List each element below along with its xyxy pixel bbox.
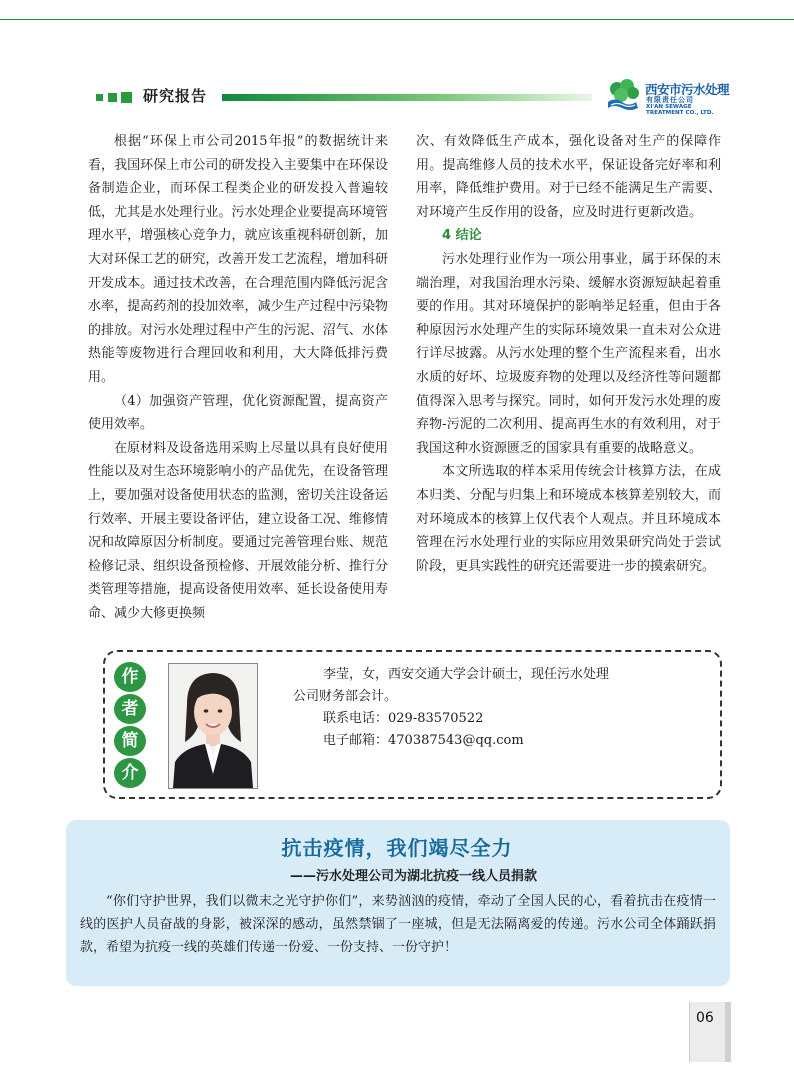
author-label-char-4: 介 [114, 758, 146, 788]
header-square-3 [121, 92, 132, 103]
author-label [114, 662, 148, 786]
author-email: 电子邮箱：470387543@qq.com [323, 733, 524, 748]
author-bio-line-1: 李莹，女，西安交通大学会计硕士，现任污水处理 [323, 667, 610, 682]
author-phone: 联系电话：029-83570522 [323, 711, 484, 726]
page-number: 06 [696, 1010, 714, 1026]
section-title: 研究报告 [143, 87, 208, 105]
header-square-1 [96, 94, 103, 101]
right-paragraph-2: 本文所选取的样本采用传统会计核算方法，在成本归类、分配与归集上和环境成本核算差别较大，而对环境成本的核算上仅代表个人观点。并且环境成本管理在污水处理行业的实际应用效果研究尚处于尝试阶段，更具实践性的研究还需要进一步的摸索研究。 [416, 464, 721, 574]
author-portrait-icon [169, 664, 257, 788]
banner-paragraph: “你们守护世界，我们以微末之光守护你们”，来势汹汹的疫情，牵动了全国人民的心，看着抗击在疫情一线的医护人员奋战的身影，被深深的感动，虽然禁锢了一座城，但是无法隔离爱的传递。污水公司全体踊跃捐款，希望为抗疫一线的英雄们传递一份爱、一份支持、一份守护！ [80, 894, 716, 955]
banner-body [80, 890, 716, 959]
page-number-shadow [725, 1002, 731, 1062]
author-label-char-3: 简 [114, 726, 146, 756]
company-logo [605, 78, 735, 118]
right-paragraph-1: 污水处理行业作为一项公用事业，属于环保的末端治理，对我国治理水污染、缓解水资源短缺起着重要的作用。其对环境保护的影响举足轻重，但由于各种原因污水处理产生的实际环境效果一直未对公众进行详尽披露。从污水处理的整个生产流程来看，出水水质的好坏、垃圾废弃物的处理以及经济性等问题都值得深入思考与探究。同时，如何开发污水处理的废弃物-污泥的二次利用、提高再生水的有效利用，对于我国这种水资源匮乏的国家具有重要的战略意义。 [416, 251, 721, 456]
banner-title: 抗击疫情，我们竭尽全力 [281, 836, 513, 860]
author-info [293, 664, 693, 752]
author-label-char-2: 者 [114, 694, 146, 724]
page-number-tab [689, 1002, 726, 1062]
header-gradient-bar [222, 94, 592, 101]
logo-en-line-1: XI'AN SEWAGE [646, 104, 692, 110]
logo-company: 有限责任公司 [646, 96, 694, 104]
logo-name: 西安市污水处理 [645, 82, 730, 97]
banner-subtitle: ——污水处理公司为湖北抗疫一线人员捐款 [290, 869, 538, 884]
author-photo [168, 663, 258, 789]
left-column [88, 130, 388, 625]
author-bio-line-2: 公司财务部会计。 [293, 689, 398, 704]
author-label-char-1: 作 [114, 662, 146, 692]
left-paragraph-1: 根据“环保上市公司2015年报”的数据统计来看，我国环保上市公司的研发投入主要集中在环保设备制造企业，而环保工程类企业的研发投入普遍较低，尤其是水处理行业。污水处理企业要提高环境管理水平，增强核心竞争力，就应该重视科研创新，加大对环保工艺的研究，改善开发工艺流程，增加科研开发成本。通过技术改善，在合理范围内降低污泥含水率，提高药剂的投加效率，减少生产过程中污染物的排放。对污水处理过程中产生的污泥、沼气、水体热能等废物进行合理回收和利用，大大降低排污费用。 [88, 134, 388, 385]
page-header [0, 0, 794, 120]
header-square-2 [108, 93, 117, 102]
right-paragraph-continued: 次、有效降低生产成本，强化设备对生产的保障作用。提高维修人员的技术水平，保证设备完好率和利用率，降低维护费用。对于已经不能满足生产需要、对环境产生反作用的设备，应及时进行更新改造。 [416, 134, 721, 220]
left-paragraph-2: （4）加强资产管理，优化资源配置，提高资产使用效率。 [88, 393, 388, 433]
logo-english [646, 104, 714, 116]
section-heading-conclusion: 4 结论 [442, 228, 482, 244]
logo-en-line-2: TREATMENT CO., LTD. [646, 110, 714, 116]
left-paragraph-3: 在原材料及设备选用采购上尽量以具有良好使用性能以及对生态环境影响小的产品优先，在设备管理上，要加强对设备使用状态的监测，密切关注设备运行效率、开展主要设备评估，建立设备工况、维修情况和故障原因分析制度。要通过完善管理台账、规范检修记录、组织设备预检修、开展效能分析、推行分类管理等措施，提高设备使用效率、延长设备使用寿命、减少大修更换频 [88, 440, 388, 621]
header-top-rule [0, 19, 794, 20]
right-column [416, 130, 721, 578]
logo-emblem-icon [605, 78, 643, 114]
